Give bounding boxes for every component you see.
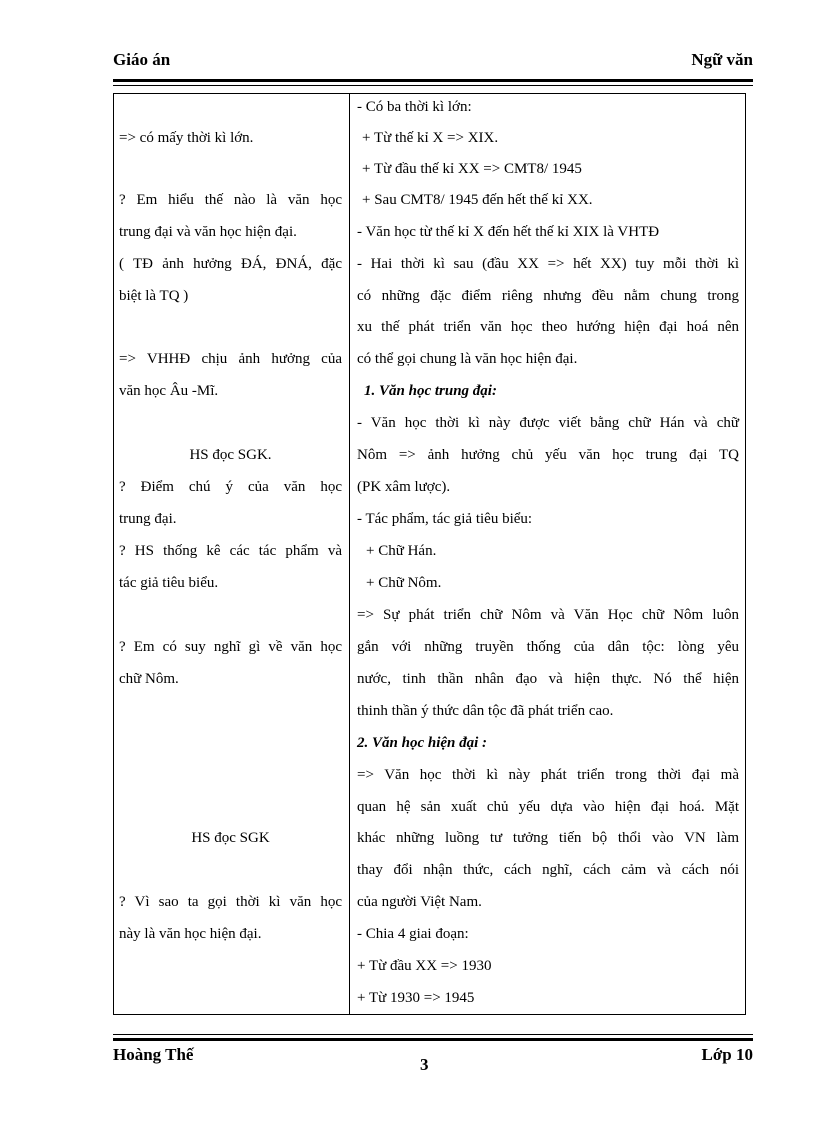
footer-author: Hoàng Thế xyxy=(113,1045,194,1064)
left-line: chữ Nôm. xyxy=(119,671,179,687)
right-line: - Văn học từ thế kỉ X đến hết thế kỉ XIX là VHTĐ xyxy=(357,224,660,240)
left-line: trung đại. xyxy=(119,511,177,527)
right-line: + Từ đầu thế kỉ XX => CMT8/ 1945 xyxy=(362,161,582,177)
left-line: => VHHĐ chịu ảnh hưởng của xyxy=(119,351,342,367)
right-line: có những đặc điểm riêng nhưng đều nằm chung trong xyxy=(357,288,739,304)
header-course-label: Ngữ văn xyxy=(691,50,753,69)
left-line: biệt là TQ ) xyxy=(119,288,189,304)
section-heading-trung-dai: 1. Văn học trung đại: xyxy=(364,383,497,399)
page-number: 3 xyxy=(420,1055,429,1074)
footer-rule-thick xyxy=(113,1038,753,1041)
right-line: của người Việt Nam. xyxy=(357,894,482,910)
right-line: (PK xâm lược). xyxy=(357,479,451,495)
left-line: ? Vì sao ta gọi thời kì văn học xyxy=(119,894,342,910)
footer-rule-thin xyxy=(113,1034,753,1035)
right-line: => Sự phát triển chữ Nôm và Văn Học chữ Nôm luôn xyxy=(357,607,739,623)
left-line: ( TĐ ảnh hưởng ĐÁ, ĐNÁ, đặc xyxy=(119,256,342,272)
left-line: văn học Âu -Mĩ. xyxy=(119,383,219,399)
right-line: thinh thần ý thức dân tộc đã phát triển cao. xyxy=(357,703,614,719)
right-line: - Chia 4 giai đoạn: xyxy=(357,926,469,942)
header-subject-label: Giáo án xyxy=(113,50,171,69)
left-line: ? Điểm chú ý của văn học xyxy=(119,479,342,495)
left-line: ? Em hiểu thế nào là văn học xyxy=(119,192,342,208)
right-line: có thể gọi chung là văn học hiện đại. xyxy=(357,351,578,367)
right-line: + Chữ Hán. xyxy=(366,543,437,559)
column-divider xyxy=(349,94,350,1014)
right-line: Nôm => ảnh hưởng chủ yếu văn học trung đại TQ xyxy=(357,447,739,463)
left-line: này là văn học hiện đại. xyxy=(119,926,262,942)
left-line: trung đại và văn học hiện đại. xyxy=(119,224,297,240)
right-line: khác những luồng tư tưởng tiến bộ thổi vào VN làm xyxy=(357,830,739,846)
left-line: => có mấy thời kì lớn. xyxy=(119,130,254,146)
right-line: + Chữ Nôm. xyxy=(366,575,442,591)
right-line: nước, tinh thần nhân đạo và hiện thực. Nó thể hiện xyxy=(357,671,739,687)
right-line: thay đổi nhận thức, cách nghĩ, cách cảm và cách nói xyxy=(357,862,739,878)
left-line: ? Em có suy nghĩ gì về văn học xyxy=(119,639,342,655)
left-line: HS đọc SGK xyxy=(191,830,270,846)
footer-class: Lớp 10 xyxy=(701,1045,753,1064)
header-rule-thick xyxy=(113,79,753,82)
right-line: + Từ 1930 => 1945 xyxy=(357,990,475,1006)
left-line: tác giả tiêu biểu. xyxy=(119,575,219,591)
header-rule-thin xyxy=(113,85,753,86)
right-line: => Văn học thời kì này phát triển trong thời đại mà xyxy=(357,767,739,783)
right-line: gắn với những truyền thống của dân tộc: lòng yêu xyxy=(357,639,739,655)
lesson-table xyxy=(113,93,746,1015)
left-line: ? HS thống kê các tác phẩm và xyxy=(119,543,342,559)
right-line: + Từ đầu XX => 1930 xyxy=(357,958,492,974)
page-footer xyxy=(113,1045,753,1075)
right-line: - Có ba thời kì lớn: xyxy=(357,99,472,115)
right-line: - Văn học thời kì này được viết bằng chữ Hán và chữ xyxy=(357,415,739,431)
section-heading-hien-dai: 2. Văn học hiện đại : xyxy=(357,735,488,751)
right-line: quan hệ sản xuất chủ yếu dựa vào hiện đại hoá. Mặt xyxy=(357,799,739,815)
left-line: HS đọc SGK. xyxy=(189,447,272,463)
page-header xyxy=(113,50,753,78)
right-line: + Từ thế kỉ X => XIX. xyxy=(362,130,499,146)
right-line: - Tác phẩm, tác giả tiêu biểu: xyxy=(357,511,533,527)
right-line: + Sau CMT8/ 1945 đến hết thế kỉ XX. xyxy=(362,192,593,208)
right-line: - Hai thời kì sau (đầu XX => hết XX) tuy mỗi thời kì xyxy=(357,256,739,272)
right-line: xu thế phát triển văn học theo hướng hiện đại hoá nên xyxy=(357,319,739,335)
